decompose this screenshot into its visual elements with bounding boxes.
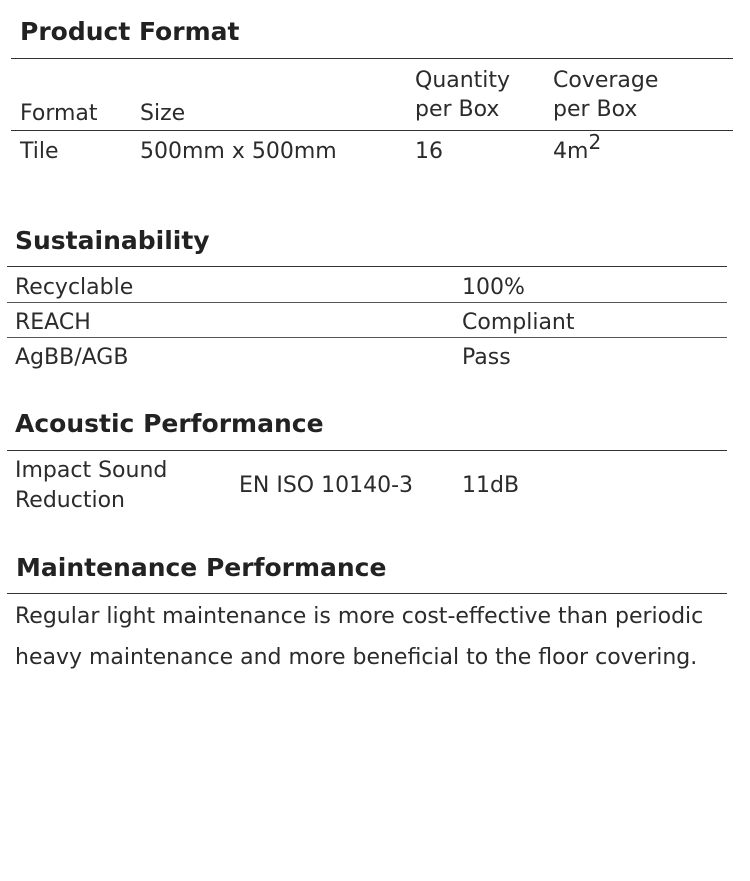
sustainability-value-recyclable: 100% bbox=[462, 275, 525, 300]
maintenance-top-rule bbox=[7, 593, 727, 594]
header-format: Format bbox=[20, 101, 98, 126]
acoustic-label-line2: Reduction bbox=[15, 488, 125, 513]
acoustic-standard: EN ISO 10140-3 bbox=[239, 473, 414, 498]
sustainability-label-recyclable: Recyclable bbox=[15, 275, 134, 300]
sustainability-title: Sustainability bbox=[15, 226, 210, 255]
maintenance-text: Regular light maintenance is more cost-effective than periodic heavy maintenance and more beneficial to the floor covering. bbox=[15, 604, 704, 670]
header-size: Size bbox=[140, 101, 186, 126]
sustainability-label-agbb: AgBB/AGB bbox=[15, 345, 129, 370]
header-coverage-line2: per Box bbox=[553, 97, 638, 122]
acoustic-top-rule bbox=[7, 450, 727, 451]
acoustic-label-line1: Impact Sound bbox=[15, 458, 168, 483]
sustainability-value-agbb: Pass bbox=[462, 345, 511, 370]
row-size: 500mm x 500mm bbox=[140, 139, 337, 164]
header-coverage-line1: Coverage bbox=[553, 68, 659, 93]
product-format-top-rule bbox=[11, 58, 733, 59]
acoustic-value: 11dB bbox=[462, 473, 520, 498]
sustainability-label-reach: REACH bbox=[15, 310, 91, 335]
sustainability-top-rule bbox=[7, 266, 727, 267]
product-format-header-rule bbox=[11, 130, 733, 131]
sustainability-value-reach: Compliant bbox=[462, 310, 575, 335]
row-format: Tile bbox=[20, 139, 59, 164]
maintenance-title: Maintenance Performance bbox=[16, 553, 387, 582]
sustainability-row-divider bbox=[7, 302, 727, 303]
header-quantity-line1: Quantity bbox=[415, 68, 511, 93]
sustainability-row-divider bbox=[7, 337, 727, 338]
header-quantity-line2: per Box bbox=[415, 97, 500, 122]
acoustic-title: Acoustic Performance bbox=[15, 409, 324, 438]
row-coverage-value: 4m bbox=[553, 139, 589, 164]
row-quantity: 16 bbox=[415, 139, 443, 164]
row-coverage bbox=[553, 130, 602, 166]
product-format-title: Product Format bbox=[20, 17, 240, 46]
row-coverage-superscript: 2 bbox=[588, 130, 602, 154]
